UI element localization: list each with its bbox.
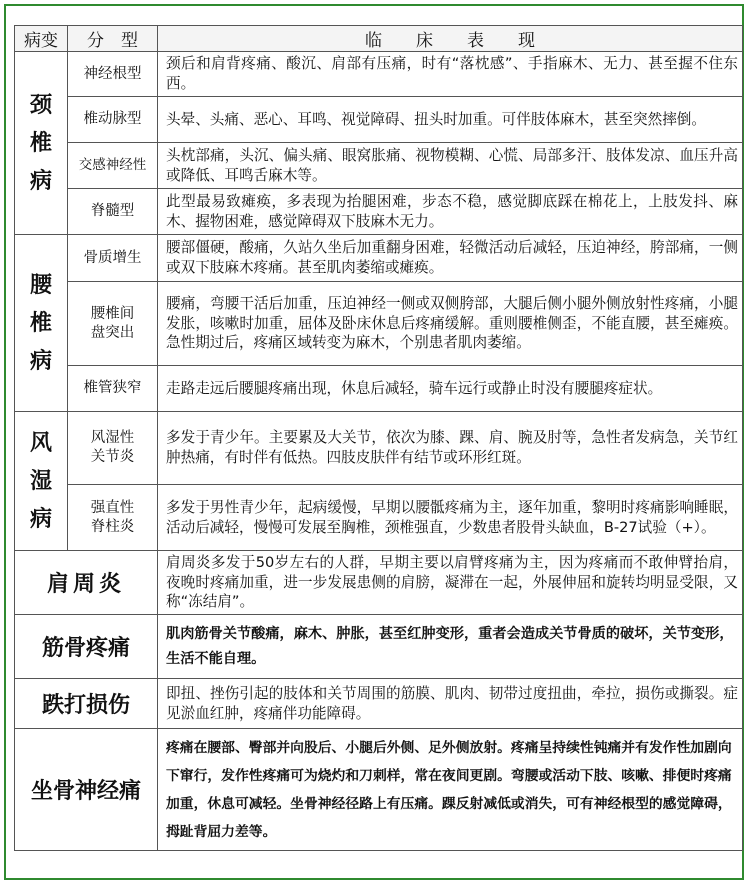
clinical-description: 头晕、头痛、恶心、耳鸣、视觉障碍、扭头时加重。可伴肢体麻木，甚至突然摔倒。: [158, 97, 743, 143]
disease-name-rheumatism: [15, 412, 68, 551]
disease-name-sciatica: 坐骨神经痛: [15, 729, 158, 851]
subtype-label: 交感神经性: [68, 143, 158, 189]
disease-char: 病: [29, 506, 52, 532]
table-row: [15, 235, 743, 282]
table-row: [15, 615, 743, 679]
disease-char: 椎: [29, 310, 52, 336]
subtype-label: 脊髓型: [68, 189, 158, 235]
table-row: [15, 52, 743, 97]
subtype-label: 椎动脉型: [68, 97, 158, 143]
disease-name-trauma: 跌打损伤: [15, 679, 158, 729]
disease-char: 风: [29, 430, 52, 456]
disease-char: 病: [29, 168, 52, 194]
disease-name-bone-pain: 筋骨疼痛: [15, 615, 158, 679]
table-row: [15, 729, 743, 851]
clinical-description: 肩周炎多发于50岁左右的人群，早期主要以肩臂疼痛为主，因为疼痛而不敢伸臂抬肩，夜晚时疼痛加重，进一步发展患侧的肩膀，凝滞在一起，外展伸屈和旋转均明显受限，又称“冻结肩”。: [158, 551, 743, 615]
clinical-description: 颈后和肩背疼痛、酸沉、肩部有压痛，时有“落枕感”、手指麻木、无力、甚至握不住东西。: [158, 52, 743, 97]
table-row: [15, 143, 743, 189]
table-row: [15, 189, 743, 235]
clinical-description: 走路走远后腰腿疼痛出现，休息后减轻，骑车远行或静止时没有腰腿疼症状。: [158, 366, 743, 412]
disease-name-lumbar: [15, 235, 68, 412]
clinical-description: 多发于青少年。主要累及大关节，依次为膝、踝、肩、腕及肘等，急性者发病急，关节红肿热痛，有时伴有低热。四肢皮肤伴有结节或环形红斑。: [158, 412, 743, 485]
header-type: 分 型: [68, 26, 158, 52]
table-row: [15, 97, 743, 143]
disease-name-cervical: [15, 52, 68, 235]
disease-char: 椎: [29, 130, 52, 156]
subtype-label: 神经根型: [68, 52, 158, 97]
header-disease: 病变: [15, 26, 68, 52]
disease-name-frozen-shoulder: 肩周炎: [15, 551, 158, 615]
table-row: [15, 412, 743, 485]
clinical-description: 此型最易致瘫痪，多表现为抬腿困难，步态不稳，感觉脚底踩在棉花上，上肢发抖、麻木、握物困难，感觉障碍双下肢麻木无力。: [158, 189, 743, 235]
clinical-description: 多发于男性青少年，起病缓慢，早期以腰骶疼痛为主，逐年加重，黎明时疼痛影响睡眠，活动后减轻，慢慢可发展至胸椎，颈椎强直，少数患者股骨头缺血，B-27试验（+）。: [158, 485, 743, 551]
subtype-label: 腰椎间 盘突出: [68, 282, 158, 366]
table-row: [15, 679, 743, 729]
table-row: [15, 366, 743, 412]
table-row: [15, 282, 743, 366]
clinical-description: 头枕部痛，头沉、偏头痛、眼窝胀痛、视物模糊、心慌、局部多汗、肢体发凉、血压升高或降低、耳鸣舌麻木等。: [158, 143, 743, 189]
disease-char: 病: [29, 348, 52, 374]
subtype-label: 椎管狭窄: [68, 366, 158, 412]
disease-table-container: [14, 25, 742, 871]
header-row: [15, 26, 743, 52]
clinical-description: 肌肉筋骨关节酸痛，麻木、肿胀，甚至红肿变形，重者会造成关节骨质的破坏，关节变形，生活不能自理。: [158, 615, 743, 679]
subtype-label: 风湿性 关节炎: [68, 412, 158, 485]
table-row: [15, 551, 743, 615]
subtype-label: 强直性 脊柱炎: [68, 485, 158, 551]
header-clinical: 临 床 表 现: [158, 26, 743, 52]
disease-char: 颈: [29, 92, 52, 118]
clinical-description: 即扭、挫伤引起的肢体和关节周围的筋膜、肌肉、韧带过度扭曲，牵拉，损伤或撕裂。症见淤血红肿，疼痛伴功能障碍。: [158, 679, 743, 729]
clinical-description: 疼痛在腰部、臀部并向股后、小腿后外侧、足外侧放射。疼痛呈持续性钝痛并有发作性加剧向下窜行，发作性疼痛可为烧灼和刀刺样，常在夜间更剧。弯腰或活动下肢、咳嗽、排便时疼痛加重，休息可减轻。坐骨神经径路上有压痛。踝反射减低或消失，可有神经根型的感觉障碍，拇趾背屈力差等。: [158, 729, 743, 851]
table-row: [15, 485, 743, 551]
disease-char: 湿: [29, 468, 52, 494]
disease-table: [14, 25, 743, 851]
clinical-description: 腰痛，弯腰干活后加重，压迫神经一侧或双侧胯部，大腿后侧小腿外侧放射性疼痛，小腿发胀，咳嗽时加重，屈体及卧床休息后疼痛缓解。重则腰椎侧歪，不能直腰，甚至瘫痪。急性期过后，疼痛区域转变为麻木，个别患者肌肉萎缩。: [158, 282, 743, 366]
disease-char: 腰: [29, 272, 52, 298]
clinical-description: 腰部僵硬，酸痛，久站久坐后加重翻身困难，轻微活动后减轻，压迫神经，胯部痛，一侧或双下肢麻木疼痛。甚至肌肉萎缩或瘫痪。: [158, 235, 743, 282]
subtype-label: 骨质增生: [68, 235, 158, 282]
